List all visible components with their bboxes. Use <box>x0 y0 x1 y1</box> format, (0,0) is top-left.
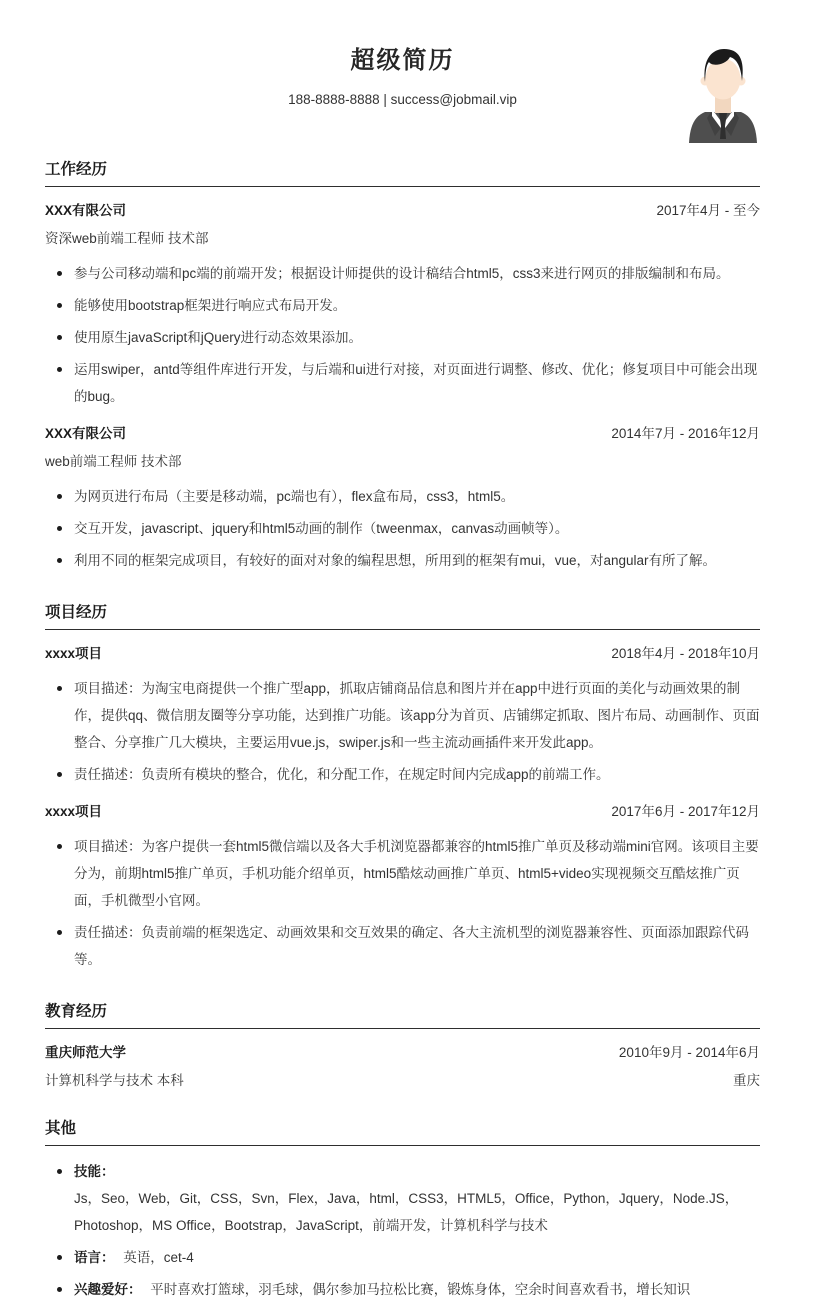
entry-role: 资深web前端工程师 技术部 <box>45 231 209 246</box>
language-label: 语言： <box>74 1250 115 1265</box>
entry-head <box>45 1044 760 1062</box>
project-name: xxxx项目 <box>45 804 103 819</box>
bullet-list <box>45 1158 760 1303</box>
bullet-item: 运用swiper，antd等组件库进行开发，与后端和ui进行对接，对页面进行调整、修改、优化；修复项目中可能会出现的bug。 <box>45 356 760 410</box>
section-projects <box>45 604 760 973</box>
entry-head <box>45 803 760 821</box>
section-title-work: 工作经历 <box>45 161 760 187</box>
bullet-list <box>45 483 760 574</box>
major-name: 计算机科学与技术 本科 <box>45 1073 184 1088</box>
entry-head <box>45 425 760 443</box>
bullet-list <box>45 260 760 410</box>
bullet-item: 责任描述：负责所有模块的整合，优化，和分配工作，在规定时间内完成app的前端工作。 <box>45 761 760 788</box>
section-title-education: 教育经历 <box>45 1003 760 1029</box>
bullet-item: 使用原生javaScript和jQuery进行动态效果添加。 <box>45 324 760 351</box>
language-item <box>45 1244 760 1271</box>
avatar-face <box>706 59 741 100</box>
section-others <box>45 1120 760 1303</box>
hobby-item <box>45 1276 760 1303</box>
skills-item <box>45 1158 760 1239</box>
skills-label: 技能： <box>74 1164 115 1179</box>
project-entry <box>45 645 760 788</box>
entry-period: 2010年9月 - 2014年6月 <box>618 1045 760 1060</box>
school-name: 重庆师范大学 <box>45 1045 126 1060</box>
skills-text: Js，Seo，Web，Git，CSS，Svn，Flex，Java，html，CSS3，HTML5，Office，Python，Jquery，Node.JS，Photoshop，MS Office，Bootstrap，JavaScript，前端开发，计算机科学与技术 <box>74 1191 739 1233</box>
hobby-label: 兴趣爱好： <box>74 1282 142 1297</box>
bullet-item: 项目描述：为淘宝电商提供一个推广型app，抓取店铺商品信息和图片并在app中进行页面的美化与动画效果的制作，提供qq、微信朋友圈等分享功能，达到推广功能。该app分为首页、店铺绑定抓取、图片布局、动画制作、页面整合、分享推广几大模块，主要运用vue.js，swiper.js和一些主流动画插件来开发此app。 <box>45 675 760 756</box>
bullet-item: 参与公司移动端和pc端的前端开发；根据设计师提供的设计稿结合html5，css3来进行网页的排版编制和布局。 <box>45 260 760 287</box>
company-name: XXX有限公司 <box>45 203 127 218</box>
entry-head <box>45 645 760 663</box>
bullet-item: 为网页进行布局（主要是移动端，pc端也有），flex盒布局，css3，html5。 <box>45 483 760 510</box>
work-entry <box>45 425 760 574</box>
entry-period: 2018年4月 - 2018年10月 <box>611 646 760 661</box>
bullet-list <box>45 675 760 788</box>
resume-header <box>45 46 760 109</box>
bullet-item: 交互开发，javascript、jquery和html5动画的制作（tweenmax，canvas动画帧等）。 <box>45 515 760 542</box>
bullet-item: 能够使用bootstrap框架进行响应式布局开发。 <box>45 292 760 319</box>
project-entry <box>45 803 760 973</box>
bullet-item: 责任描述：负责前端的框架选定、动画效果和交互效果的确定、各大主流机型的浏览器兼容性、页面添加跟踪代码等。 <box>45 919 760 973</box>
section-title-projects: 项目经历 <box>45 604 760 630</box>
work-entry <box>45 202 760 410</box>
contact-line: 188-8888-8888 | success@jobmail.vip <box>288 92 517 107</box>
entry-head <box>45 1072 760 1090</box>
entry-role: web前端工程师 技术部 <box>45 454 182 469</box>
page-title: 超级简历 <box>350 47 455 74</box>
hobby-text: 平时喜欢打篮球，羽毛球，偶尔参加马拉松比赛，锻炼身体，空余时间喜欢看书，增长知识 <box>150 1282 691 1297</box>
school-location: 重庆 <box>733 1073 760 1088</box>
section-title-others: 其他 <box>45 1120 760 1146</box>
male-avatar-illustration <box>684 46 762 143</box>
bullet-item: 利用不同的框架完成项目，有较好的面对对象的编程思想，所用到的框架有mui，vue，对angular有所了解。 <box>45 547 760 574</box>
entry-period: 2017年4月 - 至今 <box>656 203 760 218</box>
bullet-list <box>45 833 760 973</box>
section-work <box>45 161 760 574</box>
section-education <box>45 1003 760 1090</box>
entry-period: 2014年7月 - 2016年12月 <box>611 426 760 441</box>
company-name: XXX有限公司 <box>45 426 127 441</box>
entry-period: 2017年6月 - 2017年12月 <box>611 804 760 819</box>
avatar <box>684 46 762 143</box>
bullet-item: 项目描述：为客户提供一套html5微信端以及各大手机浏览器都兼容的html5推广单页及移动端mini官网。该项目主要分为，前期html5推广单页，手机功能介绍单页，html5酷炫动画推广单页、html5+video实现视频交互酷炫推广页面，手机微型小官网。 <box>45 833 760 914</box>
entry-head <box>45 202 760 220</box>
project-name: xxxx项目 <box>45 646 103 661</box>
language-text: 英语，cet-4 <box>123 1250 194 1265</box>
